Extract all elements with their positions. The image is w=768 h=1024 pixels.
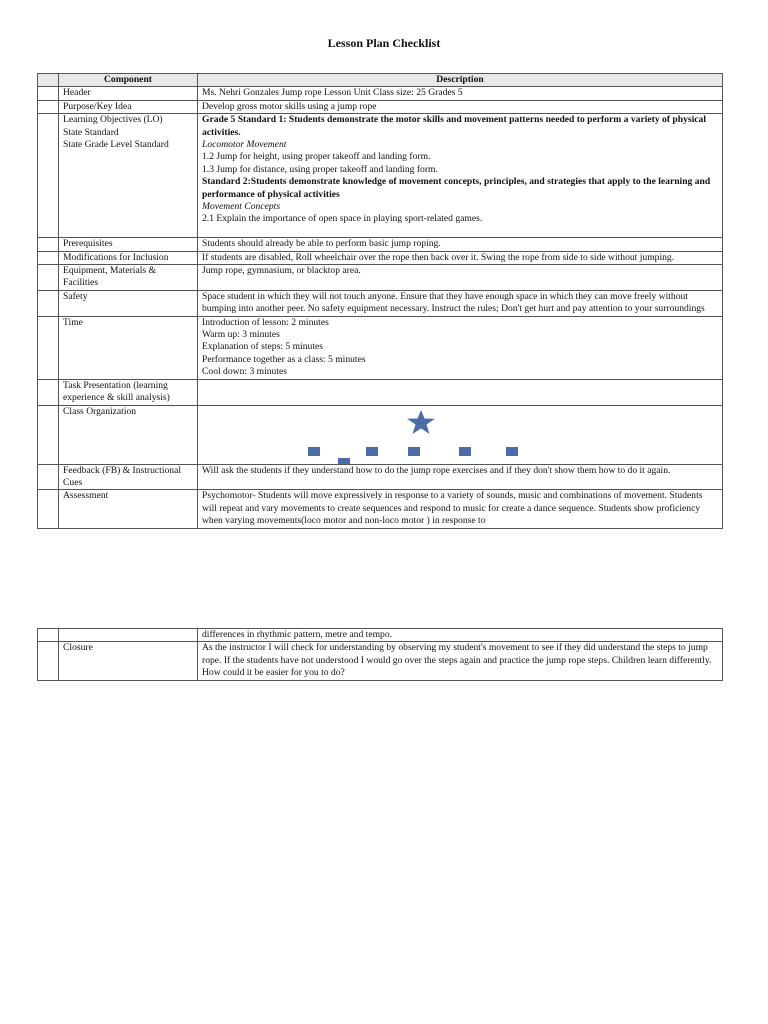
component-cell: Closure — [59, 642, 198, 680]
component-cell: Feedback (FB) & Instructional Cues — [59, 464, 198, 490]
square-icon — [535, 464, 547, 465]
table-row — [38, 379, 723, 405]
component-cell: Header — [59, 87, 198, 100]
square-icon — [506, 447, 518, 456]
component-cell: Equipment, Materials & Facilities — [59, 265, 198, 291]
table-row — [38, 87, 723, 100]
description-cell: Introduction of lesson: 2 minutes Warm up: 3 minutes Explanation of steps: 5 minutes Performance together as a class: 5 minutes Cool down: 3 minutes — [198, 316, 723, 379]
description-cell: Grade 5 Standard 1: Students demonstrate the motor skills and movement patterns needed to perform a variety of physical activities. Locomotor Movement 1.2 Jump for height, using proper takeoff and landing form. 1.3 Jump for distance, using proper takeoff and landing form. Standard 2:Students demonstrate knowledge of movement concepts, principles, and strategies that apply to the learning and performance of physical activities Movement Concepts 2.1 Explain the importance of open space in playing sport-related games. — [198, 114, 723, 238]
square-icon — [436, 464, 448, 465]
description-cell — [198, 379, 723, 405]
description-cell: Students should already be able to perform basic jump roping. — [198, 238, 723, 251]
table-row — [38, 490, 723, 528]
component-cell: Learning Objectives (LO) State Standard State Grade Level Standard — [59, 114, 198, 238]
table-row — [38, 405, 723, 464]
square-icon — [488, 464, 500, 465]
square-icon — [308, 447, 320, 456]
description-header: Description — [198, 74, 723, 87]
table-row — [38, 100, 723, 113]
square-icon — [366, 447, 378, 456]
component-cell: Modifications for Inclusion — [59, 251, 198, 264]
description-cell: If students are disabled, Roll wheelchair over the rope then back over it. Swing the rope from side to side without jumping. — [198, 251, 723, 264]
table-row — [38, 290, 723, 316]
table-row — [38, 251, 723, 264]
class-organization-figure — [198, 405, 723, 464]
standard-2: Standard 2:Students demonstrate knowledge of movement concepts, principles, and strategies that apply to the learning and performance of physical activities — [202, 176, 711, 200]
description-cell: Jump rope, gymnasium, or blacktop area. — [198, 265, 723, 291]
table-row — [38, 114, 723, 238]
component-cell: Prerequisites — [59, 238, 198, 251]
description-cell: As the instructor I will check for understanding by observing my student's movement to see if they did understand the steps to jump rope. If the students have not understood I would go over the steps again and practice the jump rope steps. Children learn differently. How could it be easier for you to do? — [198, 642, 723, 680]
description-cell: Space student in which they will not touch anyone. Ensure that they have enough space in which they can move freely without bumping into another peer. No safety equipment necessary. Instruct the rules; Don't get hurt and pay attention to your surroundings — [198, 290, 723, 316]
table-row — [38, 629, 723, 642]
description-cell: Ms. Nehri Gonzales Jump rope Lesson Unit Class size: 25 Grades 5 — [198, 87, 723, 100]
lesson-plan-table — [37, 73, 723, 529]
table-row — [38, 265, 723, 291]
component-header: Component — [59, 74, 198, 87]
square-icon — [390, 464, 402, 465]
table-row — [38, 464, 723, 490]
table-row — [38, 316, 723, 379]
component-cell: Assessment — [59, 490, 198, 528]
square-icon — [338, 458, 350, 465]
component-cell: Time — [59, 316, 198, 379]
component-cell: Task Presentation (learning experience & skill analysis) — [59, 379, 198, 405]
component-cell: Class Organization — [59, 405, 198, 464]
description-cell: differences in rhythmic pattern, metre and tempo. — [198, 629, 723, 642]
page-title: Lesson Plan Checklist — [327, 36, 441, 50]
component-cell: Safety — [59, 290, 198, 316]
standard-1: Grade 5 Standard 1: Students demonstrate the motor skills and movement patterns needed to perform a variety of physical activities. — [202, 114, 706, 138]
component-cell: Purpose/Key Idea — [59, 100, 198, 113]
square-icon — [459, 447, 471, 456]
description-cell: Psychomotor- Students will move expressively in response to a variety of sounds, music and combinations of movement. Students will repeat and vary movements to create sequences and respond to music for create a dance sequence. Students show proficiency when varying movements(loco motor and non-loco motor ) in response to — [198, 490, 723, 528]
table-row — [38, 238, 723, 251]
component-cell — [59, 629, 198, 642]
square-icon — [408, 447, 420, 456]
table-header-row — [38, 74, 723, 87]
lesson-plan-table-continued — [37, 628, 723, 681]
table-row — [38, 642, 723, 680]
number-header — [38, 74, 59, 87]
description-cell: Develop gross motor skills using a jump rope — [198, 100, 723, 113]
description-cell: Will ask the students if they understand how to do the jump rope exercises and if they don't show them how to do it again. — [198, 464, 723, 490]
star-icon — [406, 410, 436, 434]
